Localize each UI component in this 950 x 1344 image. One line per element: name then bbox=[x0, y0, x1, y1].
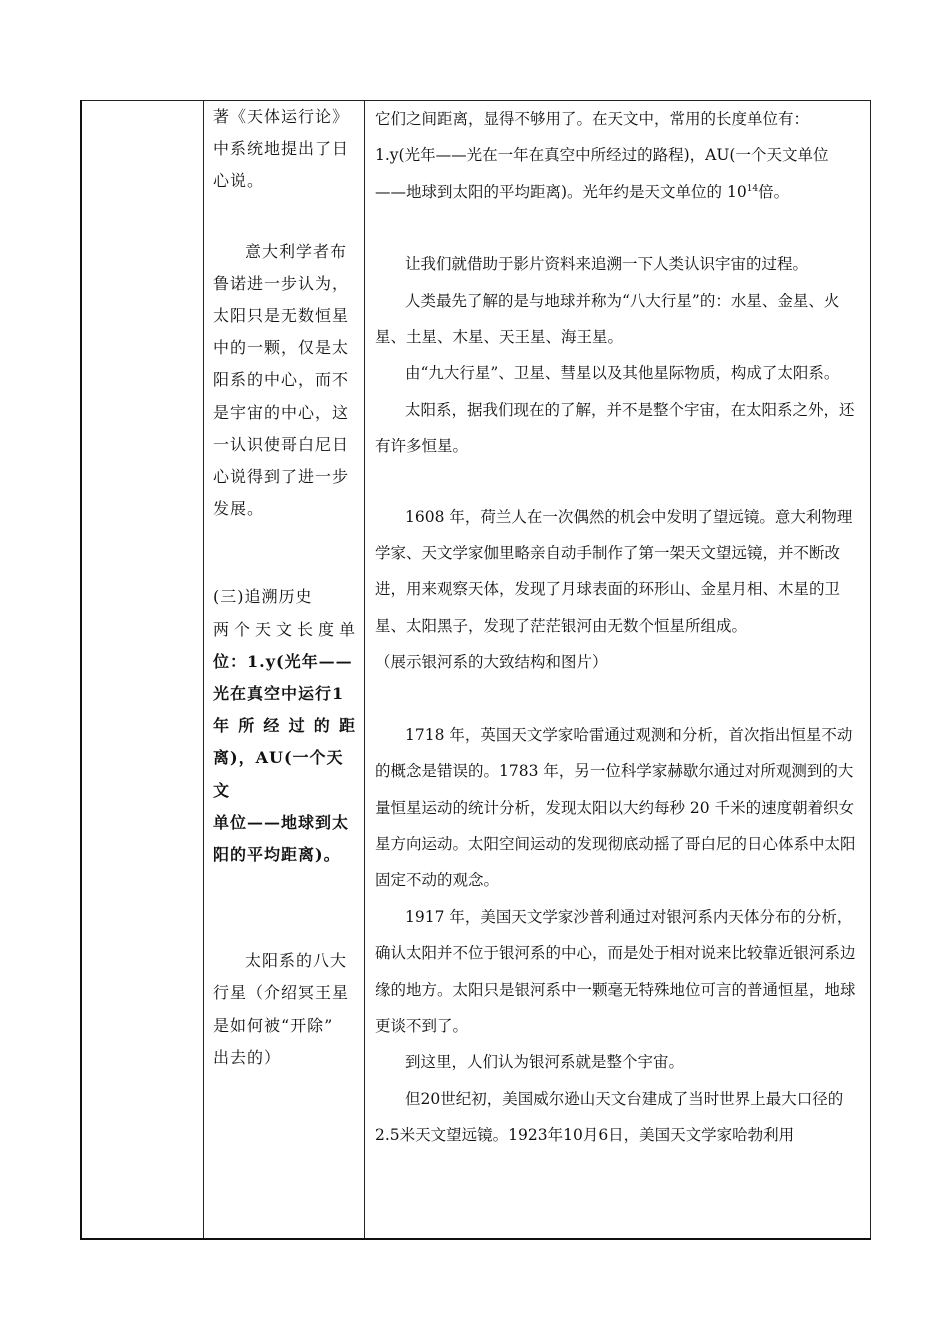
paragraph: 由“九大行星”、卫星、彗星以及其他星际物质，构成了太阳系。 bbox=[405, 364, 840, 383]
intro-line: 1.y(光年——光在一年在真空中所经过的路程)，AU(一个天文单位 bbox=[375, 146, 829, 165]
paragraph: 让我们就借助于影片资料来追溯一下人类认识宇宙的过程。 bbox=[405, 255, 809, 274]
mid-line: 中系统地提出了日 bbox=[213, 139, 350, 159]
paragraph: （展示银河系的大致结构和图片） bbox=[375, 653, 608, 672]
mid-line: 太阳系的八大 bbox=[245, 951, 348, 971]
paragraph: 但20世纪初，美国威尔逊山天文台建成了当时世界上最大口径的2.5米天文望远镜。1923年10月6日，美国天文学家哈勃利用 bbox=[375, 1089, 844, 1145]
mid-line: 阳系的中心，而不 bbox=[213, 370, 350, 390]
intro-line: ——地球到太阳的平均距离)。光年约是天文单位的 $10^{14}$倍。 bbox=[375, 182, 790, 201]
paragraph: 1608 年，荷兰人在一次偶然的机会中发明了望远镜。意大利物理学家、天文学家伽里略亲自动手制作了第一架天文望远镜，并不断改进，用来观察天体，发现了月球表面的环形山、金星月相、木星的卫星、太阳黑子，发现了茫茫银河由无数个恒星所组成。 bbox=[375, 507, 853, 635]
paragraph: 1917 年，美国天文学家沙普利通过对银河系内天体分布的分析，确认太阳并不位于银河系的中心，而是处于相对说来比较靠近银河系边缘的地方。太阳只是银河系中一颗毫无特殊地位可言的普通恒星，地球更谈不到了。 bbox=[375, 907, 856, 1035]
right-column-text bbox=[365, 101, 870, 1154]
mid-line: 出去的） bbox=[213, 1047, 282, 1067]
right-column-cell bbox=[365, 101, 871, 1240]
mid-line: 阳的平均距离)。 bbox=[213, 845, 341, 865]
mid-line: 是如何被“开除” bbox=[213, 1015, 334, 1035]
paragraph: 太阳系，据我们现在的了解，并不是整个宇宙，在太阳系之外，还有许多恒星。 bbox=[375, 400, 855, 456]
mid-line: 单位——地球到太 bbox=[213, 812, 350, 832]
mid-line: 鲁诺进一步认为， bbox=[213, 273, 350, 293]
mid-line: 行星（介绍冥王星 bbox=[213, 983, 350, 1003]
middle-column-cell bbox=[204, 101, 365, 1240]
mid-line: 著《天体运行论》 bbox=[213, 107, 350, 126]
mid-line: 年所经过的距 bbox=[213, 716, 356, 736]
mid-line: 中的一颗，仅是太 bbox=[213, 338, 350, 358]
mid-line: 两个天文长度单 bbox=[213, 619, 356, 639]
left-column-cell bbox=[81, 101, 204, 1240]
mid-line: 是宇宙的中心，这 bbox=[213, 402, 350, 422]
paragraph: 1718 年，英国天文学家哈雷通过观测和分析，首次指出恒星不动的概念是错误的。1783 年，另一位科学家赫歇尔通过对所观测到的大量恒星运动的统计分析，发现太阳以大约每秒 20 千米的速度朝着织女星方向运动。太阳空间运动的发现彻底动摇了哥白尼的日心体系中太阳固定不动的观念。 bbox=[375, 725, 856, 890]
mid-line: 意大利学者布 bbox=[245, 241, 348, 261]
intro-line: 它们之间距离，显得不够用了。在天文中，常用的长度单位有： bbox=[375, 110, 810, 128]
mid-line: 发展。 bbox=[213, 499, 265, 519]
section-title: (三)追溯历史 bbox=[213, 587, 313, 607]
paragraph: 人类最先了解的是与地球并称为“八大行星”的：水星、金星、火星、土星、木星、天王星、海王星。 bbox=[375, 291, 840, 347]
lesson-table bbox=[80, 100, 871, 1240]
mid-line: 太阳只是无数恒星 bbox=[213, 306, 350, 326]
mid-line: 心说得到了进一步 bbox=[213, 467, 350, 487]
middle-column-text bbox=[204, 101, 364, 1074]
mid-line: 心说。 bbox=[213, 171, 265, 191]
mid-line: 一认识使哥白尼日 bbox=[213, 434, 350, 454]
paragraph: 到这里，人们认为银河系就是整个宇宙。 bbox=[405, 1053, 685, 1072]
mid-line: 位：1.y(光年—— bbox=[213, 651, 353, 671]
mid-line: 光在真空中运行1 bbox=[213, 684, 345, 704]
mid-line: 离)，AU(一个天文 bbox=[213, 748, 344, 800]
